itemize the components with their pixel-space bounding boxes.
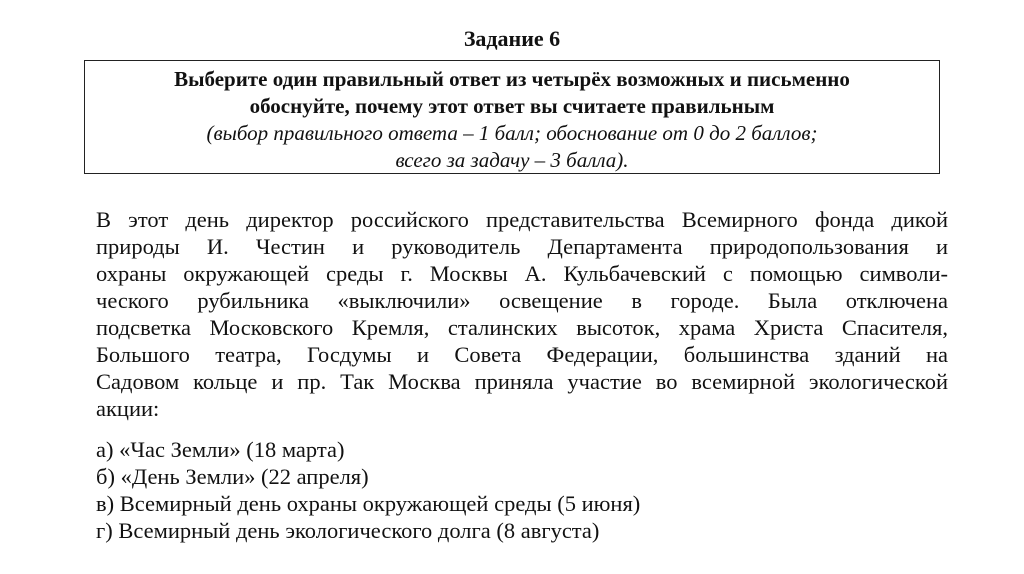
question-line: Садовом кольце и пр. Так Москва приняла участие во всемирной экологической [96,369,948,394]
scoring-note-line: (выбор правильного ответа – 1 балл; обоснование от 0 до 2 баллов; [206,121,818,145]
question-text [96,206,948,422]
answer-option-d[interactable]: г) Всемирный день экологического долга (8 августа) [96,518,600,543]
answer-options [96,436,948,544]
task-title: Задание 6 [463,26,561,51]
answer-option-b[interactable]: б) «День Земли» (22 апреля) [96,464,369,489]
answer-option-a[interactable]: а) «Час Земли» (18 марта) [96,437,345,462]
instructions-box [84,60,940,174]
question-line: природы И. Честин и руководитель Департамента природопользования и [96,234,948,259]
instructions-line: Выберите один правильный ответ из четырёх возможных и письменно [174,67,850,91]
question-line: ческого рубильника «выключили» освещение в городе. Была отключена [96,288,948,313]
question-line: охраны окружающей среды г. Москвы А. Кульбачевский с помощью символи- [96,261,948,286]
scoring-note-line: всего за задачу – 3 балла). [395,148,629,172]
question-line: Большого театра, Госдумы и Совета Федерации, большинства зданий на [96,342,948,367]
question-line: подсветка Московского Кремля, сталинских высоток, храма Христа Спасителя, [96,315,948,340]
question-line: В этот день директор российского представительства Всемирного фонда дикой [96,207,948,232]
answer-option-c[interactable]: в) Всемирный день охраны окружающей среды (5 июня) [96,491,641,516]
question-line: акции: [96,396,160,421]
instructions-line: обоснуйте, почему этот ответ вы считаете правильным [249,94,775,118]
